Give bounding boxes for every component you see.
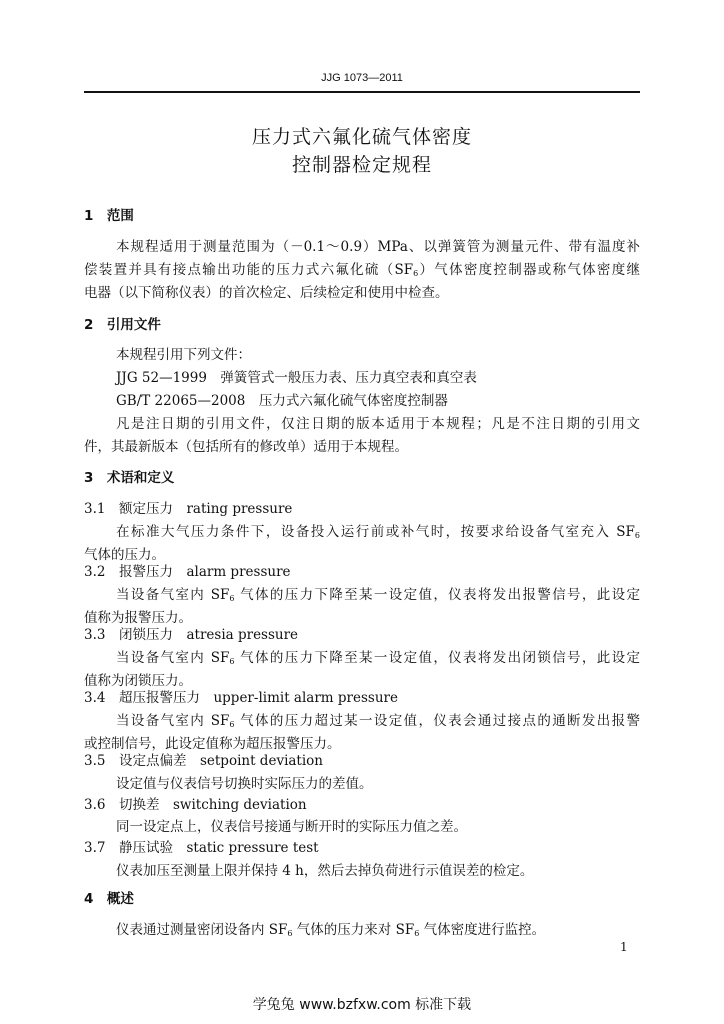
running-header: JJG 1073—2011 (321, 72, 403, 84)
section-1-heading: 1 范围 (84, 208, 134, 224)
section-3-heading: 3 术语和定义 (84, 470, 175, 486)
s2-note-line-1: 凡是注日期的引用文件，仅注日期的版本适用于本规程；凡是不注日期的引用文 (116, 416, 640, 432)
term-3-3-def-line-2: 值称为闭锁压力。 (84, 673, 192, 689)
title-line-1: 压力式六氟化硫气体密度 (251, 126, 472, 148)
title-line-2: 控制器检定规程 (291, 154, 432, 176)
s2-note-line-2: 件，其最新版本（包括所有的修改单）适用于本规程。 (84, 439, 408, 455)
term-3-5-def: 设定值与仪表信号切换时实际压力的差值。 (116, 776, 373, 792)
header-rule (84, 91, 640, 93)
s2-reference-1: JJG 52—1999 弹簧管式一般压力表、压力真空表和真空表 (116, 370, 477, 386)
term-3-1-def-line-1: 在标准大气压力条件下，设备投入运行前或补气时，按要求给设备气室充入 $SF_6$ (116, 524, 640, 540)
term-3-1: 3.1 额定压力 rating pressure (84, 501, 293, 517)
term-3-1-def-line-2: 气体的压力。 (84, 547, 165, 563)
term-3-7-def: 仪表加压至测量上限并保持 4 h，然后去掉负荷进行示值误差的检定。 (116, 863, 534, 879)
term-3-4: 3.4 超压报警压力 upper-limit alarm pressure (84, 690, 398, 706)
s2-reference-2: GB/T 22065—2008 压力式六氟化硫气体密度控制器 (116, 393, 448, 409)
term-3-6-def: 同一设定点上，仪表信号接通与断开时的实际压力值之差。 (116, 819, 467, 835)
term-3-4-def-line-2: 或控制信号，此设定值称为超压报警压力。 (84, 736, 341, 752)
term-3-2-def-line-2: 值称为报警压力。 (84, 610, 192, 626)
s1-line-2: 偿装置并具有接点输出功能的压力式六氟化硫$(SF_6)$气体密度控制器或称气体密度继 (84, 262, 641, 278)
term-3-2-def-line-1: 当设备气室内 $SF_6$ 气体的压力下降至某一设定值，仪表将发出报警信号，此设定 (116, 587, 640, 603)
term-3-5: 3.5 设定点偏差 setpoint deviation (84, 753, 323, 769)
s1-line-1: 本规程适用于测量范围为（－0.1～0.9）MPa、以弹簧管为测量元件、带有温度补 (116, 239, 640, 255)
s4-line-1: 仪表通过测量密闭设备内 $SF_6$ 气体的压力来对 $SF_6$ 气体密度进行监控。 (116, 922, 546, 938)
section-2-heading: 2 引用文件 (84, 317, 161, 333)
term-3-7: 3.7 静压试验 static pressure test (84, 840, 319, 856)
term-3-3-def-line-1: 当设备气室内 $SF_6$ 气体的压力下降至某一设定值，仪表将发出闭锁信号，此设定 (116, 650, 640, 666)
term-3-6: 3.6 切换差 switching deviation (84, 797, 307, 813)
term-3-3: 3.3 闭锁压力 atresia pressure (84, 627, 299, 643)
term-3-2: 3.2 报警压力 alarm pressure (84, 564, 291, 580)
s1-line-3: 电器（以下简称仪表）的首次检定、后续检定和使用中检查。 (84, 285, 449, 301)
footer-watermark-text: 学兔兔 www.bzfxw.com 标准下载 (252, 997, 472, 1013)
page-number: 1 (620, 940, 628, 954)
term-3-4-def-line-1: 当设备气室内 $SF_6$ 气体的压力超过某一设定值，仪表会通过接点的通断发出报警 (116, 713, 640, 729)
s2-intro: 本规程引用下列文件： (116, 347, 251, 363)
section-4-heading: 4 概述 (84, 891, 134, 907)
